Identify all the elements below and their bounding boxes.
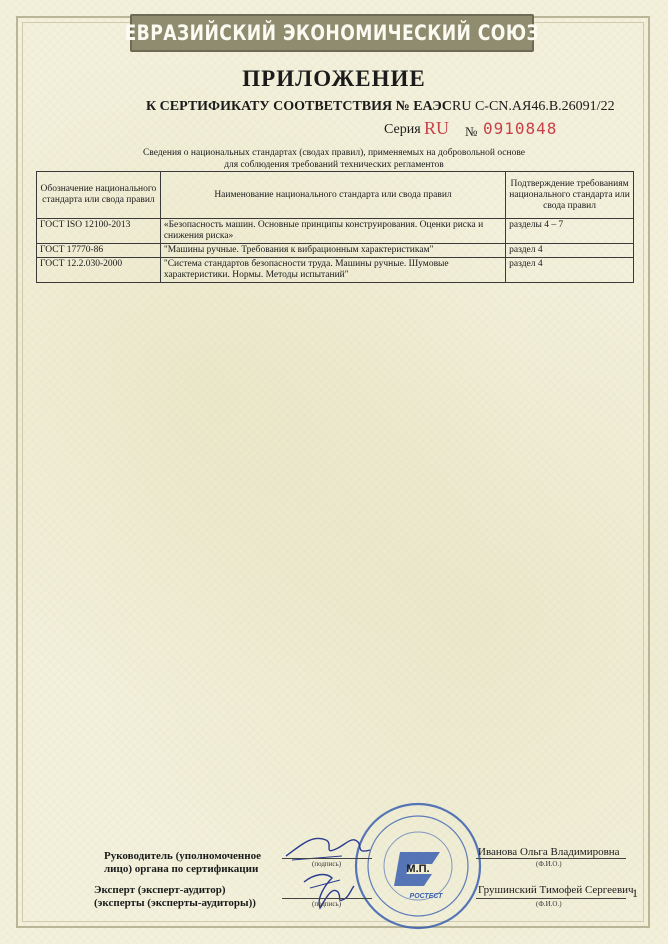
header-sections: Подтверждение требованиям национального стандарта или свода правил xyxy=(506,172,634,219)
certification-body-stamp xyxy=(352,800,484,932)
standard-name: «Безопасность машин. Основные принципы конструирования. Оценки риска и снижения риска» xyxy=(160,219,505,244)
standard-sections: разделы 4 – 7 xyxy=(506,219,634,244)
eaeu-banner xyxy=(124,14,540,52)
expert-label: Эксперт (эксперт-аудитор) (эксперты (эксперты-аудиторы)) xyxy=(94,884,256,909)
info-line-2: для соблюдения требований технических регламентов xyxy=(224,160,444,170)
serial-label: Серия xyxy=(384,122,421,137)
serial-value: RU xyxy=(424,118,450,138)
head-name-line xyxy=(476,858,626,859)
stamp-brand: РОСТЕСТ xyxy=(409,893,443,900)
standard-code: ГОСТ ISO 12100-2013 xyxy=(37,219,161,244)
head-signature-line xyxy=(282,858,372,859)
certificate-label: К СЕРТИФИКАТУ СООТВЕТСТВИЯ № ЕАЭС xyxy=(146,99,452,114)
expert-name-line xyxy=(476,898,626,899)
standard-sections: раздел 4 xyxy=(506,244,634,258)
table-row xyxy=(37,258,634,283)
header-name: Наименование национального стандарта или свода правил xyxy=(160,172,505,219)
document-title: ПРИЛОЖЕНИЕ xyxy=(242,66,426,91)
expert-signature-caption: (подпись) xyxy=(312,900,342,908)
standard-name: "Машины ручные. Требования к вибрационным характеристикам" xyxy=(160,244,505,258)
expert-name: Грушинский Тимофей Сергеевич xyxy=(478,884,634,896)
certificate-number: RU C-CN.АЯ46.В.26091/22 xyxy=(452,99,615,114)
table-row xyxy=(37,244,634,258)
page-number: 1 xyxy=(632,886,638,900)
standards-info-text xyxy=(0,147,668,171)
info-line-1: Сведения о национальных стандартах (сводах правил), применяемых на добровольной основе xyxy=(142,148,526,158)
expert-fio-caption: (Ф.И.О.) xyxy=(536,900,562,908)
head-name: Иванова Ольга Владимировна xyxy=(478,846,620,858)
table-row xyxy=(37,219,634,244)
table-header-row xyxy=(37,172,634,219)
standard-name: "Система стандартов безопасности труда. Машины ручные. Шумовые характеристики. Нормы. Методы испытаний" xyxy=(160,258,505,283)
stamp-mp: М.П. xyxy=(406,863,430,875)
form-number-label: № xyxy=(465,124,478,139)
standard-sections: раздел 4 xyxy=(506,258,634,283)
standard-code: ГОСТ 17770-86 xyxy=(37,244,161,258)
head-label: Руководитель (уполномоченное лицо) органа по сертификации xyxy=(104,850,261,875)
standard-code: ГОСТ 12.2.030-2000 xyxy=(37,258,161,283)
header-code: Обозначение национального стандарта или свода правил xyxy=(37,172,161,219)
form-number-value: 0910848 xyxy=(483,119,558,138)
head-fio-caption: (Ф.И.О.) xyxy=(536,860,562,868)
expert-signature-line xyxy=(282,898,372,899)
standards-table xyxy=(36,171,634,283)
head-signature-caption: (подпись) xyxy=(312,860,342,868)
banner-text: ЕВРАЗИЙСКИЙ ЭКОНОМИЧЕСКИЙ СОЮЗ xyxy=(124,21,540,45)
